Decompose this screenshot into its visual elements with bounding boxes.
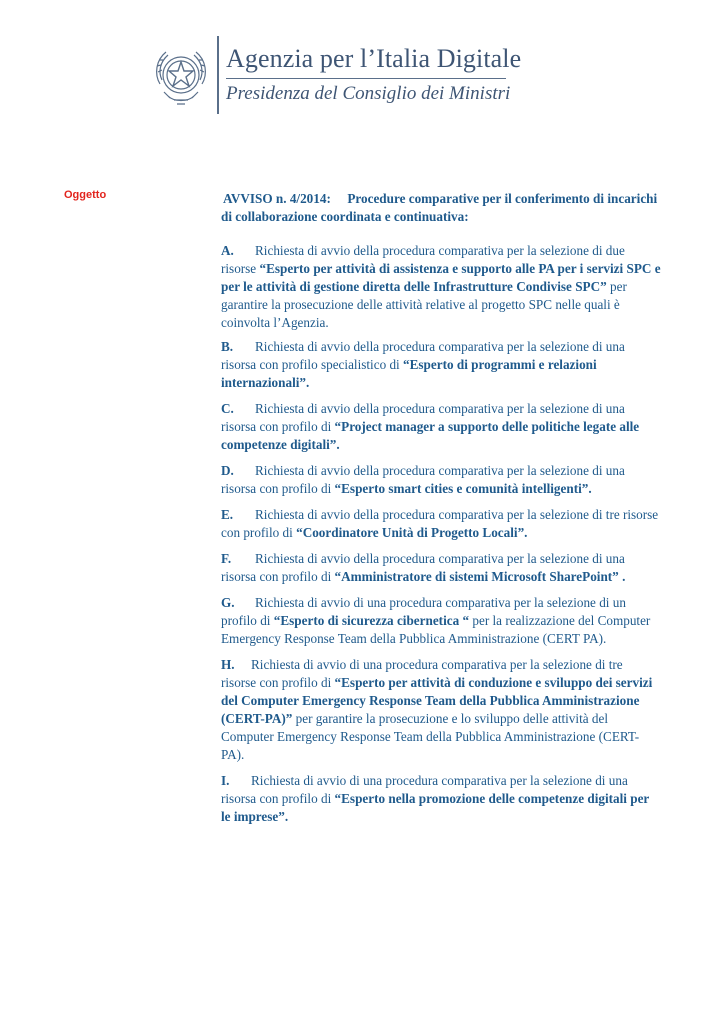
item-text: Richiesta di avvio di una procedura comparativa per la selezione di un profilo di [221,595,626,628]
item-text: Richiesta di avvio della procedura comparativa per la selezione di una risorsa con profilo di [221,401,625,434]
item-profile: “Esperto smart cities e comunità intelligenti”. [334,481,592,496]
list-item [221,506,661,542]
item-letter: G. [221,595,235,610]
list-item [221,772,661,826]
item-letter: I. [221,773,230,788]
item-text-after: per garantire la prosecuzione delle attività relative al progetto SPC nelle quali è coinvolta l’Agenzia. [221,279,627,330]
agency-subtitle: Presidenza del Consiglio dei Ministri [226,83,511,104]
item-profile: “Esperto per attività di conduzione e sviluppo dei servizi del Computer Emergency Response Team della Pubblica Amministrazione (CERT-PA)” [221,675,653,726]
list-item [221,594,661,648]
header-horizontal-rule [226,78,506,79]
item-profile: “Esperto di programmi e relazioni internazionali”. [221,357,597,390]
notice-body [221,190,661,834]
item-letter: E. [221,507,234,522]
agency-name: Agenzia per l’Italia Digitale [226,44,522,73]
list-item [221,338,661,392]
item-letter: C. [221,401,234,416]
letterhead [150,36,520,116]
item-text: Richiesta di avvio di una procedura comparativa per la selezione di tre risorse con profilo di [221,657,623,690]
header-vertical-rule [217,36,219,114]
item-text-after: per la realizzazione del Computer Emergency Response Team della Pubblica Amministrazione (CERT PA). [221,613,651,646]
notice-title-text: Procedure comparative per il conferimento di incarichi di collaborazione coordinata e continuativa: [221,191,658,224]
item-profile: “Project manager a supporto delle politiche legate alle competenze digitali”. [221,419,640,452]
item-profile: “Esperto di sicurezza cibernetica “ [273,613,470,628]
item-text-after: per garantire la prosecuzione e lo sviluppo delle attività del Computer Emergency Response Team della Pubblica Amministrazione (CERT-PA). [221,711,640,762]
item-text: Richiesta di avvio della procedura comparativa per la selezione di una risorsa con profilo specialistico di [221,339,625,372]
item-letter: D. [221,463,234,478]
item-profile: “Coordinatore Unità di Progetto Locali”. [296,525,528,540]
item-text: Richiesta di avvio della procedura comparativa per la selezione di una risorsa con profilo di [221,463,625,496]
notice-title [221,190,661,226]
item-profile: “Amministratore di sistemi Microsoft SharePoint” . [334,569,626,584]
notice-number: AVVISO n. 4/2014: [223,191,331,206]
item-text: Richiesta di avvio della procedura comparativa per la selezione di tre risorse con profilo di [221,507,659,540]
item-letter: B. [221,339,234,354]
list-item [221,242,661,332]
item-profile: “Esperto per attività di assistenza e supporto alle PA per i servizi SPC e per le attività di gestione diretta delle Infrastrutture Condivise SPC” [221,261,661,294]
item-text: Richiesta di avvio di una procedura comparativa per la selezione di una risorsa con profilo di [221,773,628,806]
item-text: Richiesta di avvio della procedura comparativa per la selezione di due risorse [221,243,625,276]
list-item [221,656,661,764]
republic-emblem-icon [150,44,212,108]
list-item [221,550,661,586]
item-text: Richiesta di avvio della procedura comparativa per la selezione di una risorsa con profilo di [221,551,625,584]
item-profile: “Esperto nella promozione delle competenze digitali per le imprese”. [221,791,650,824]
item-letter: A. [221,243,234,258]
list-item [221,462,661,498]
item-letter: H. [221,657,235,672]
item-letter: F. [221,551,232,566]
list-item [221,400,661,454]
oggetto-label: Oggetto [64,189,107,201]
